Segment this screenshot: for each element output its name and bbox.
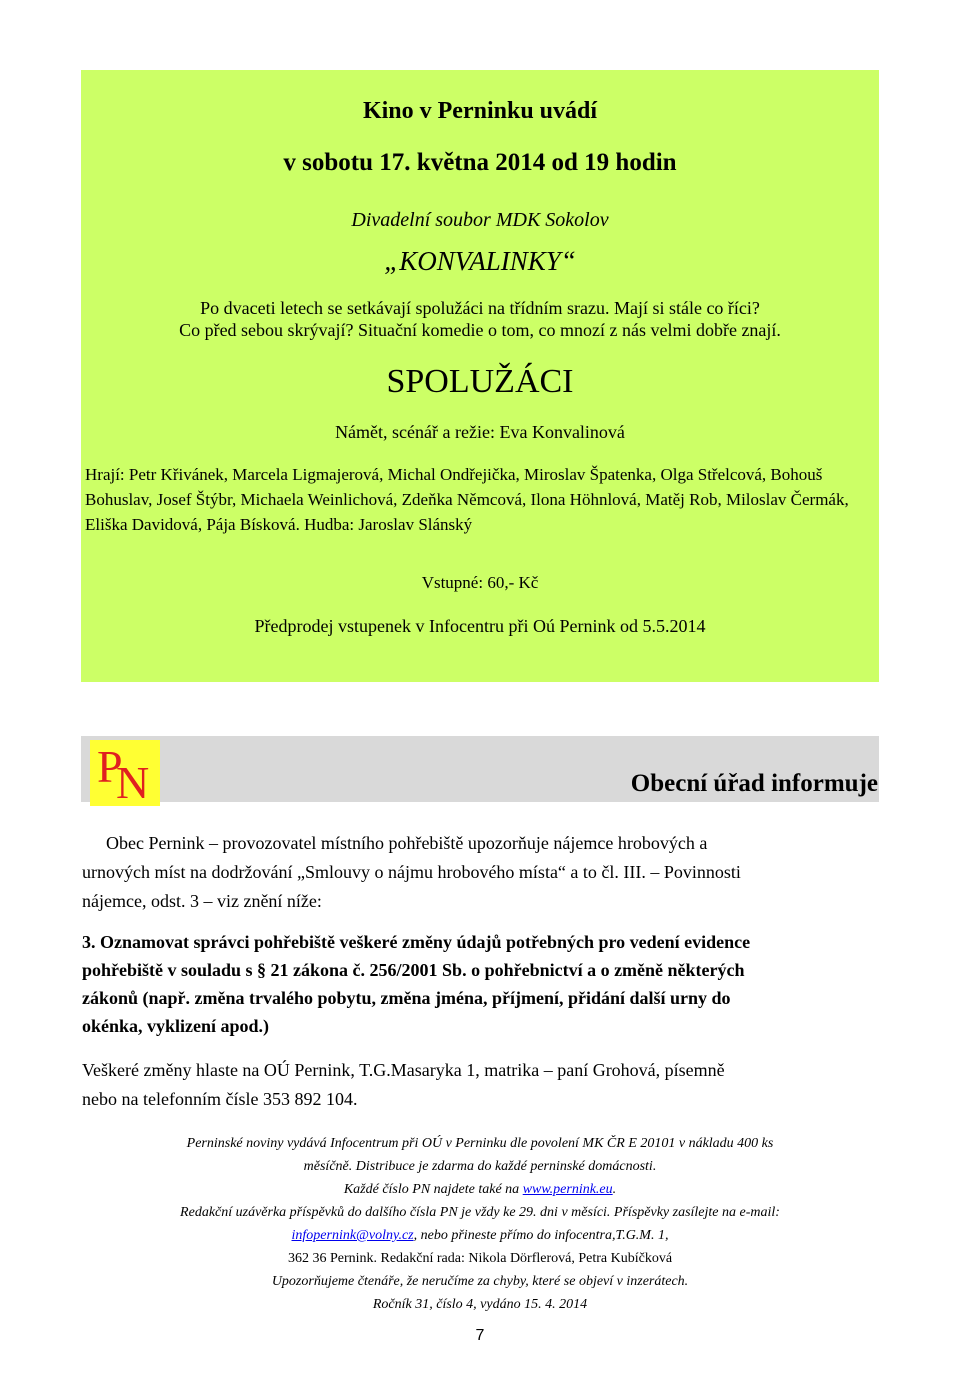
rule-line: pohřebiště v souladu s § 21 zákona č. 256/2001 Sb. o pohřebnictví a o změně některých [82,960,745,980]
poster-description-2: Co před sebou skrývají? Situační komedie o tom, co mnozí z nás velmi dobře znají. [179,320,781,340]
poster-description-1: Po dvaceti letech se setkávají spolužáci na třídním srazu. Mají si stále co říci? [200,298,760,318]
poster-date: v sobotu 17. května 2014 od 19 hodin [283,149,677,176]
rule-line: zákonů (např. změna trvalého pobytu, změna jména, příjmení, přidání další urny do [82,988,731,1008]
newsletter-footer [81,1132,879,1316]
section-title: Obecní úřad informuje [630,770,878,797]
footer-line: Upozorňujeme čtenáře, že neručíme za chyby, které se objeví v inzerátech. [271,1274,689,1289]
footer-text: . [612,1182,617,1197]
footer-line: Ročník 31, číslo 4, vydáno 15. 4. 2014 [372,1297,588,1312]
notice-line: Obec Pernink – provozovatel místního pohřebiště upozorňuje nájemce hrobových a [106,833,708,853]
contract-rule [82,928,882,1040]
poster-author: Námět, scénář a režie: Eva Konvalinová [335,422,625,442]
footer-line [81,1178,879,1201]
event-poster [81,70,879,682]
contact-line: Veškeré změny hlaste na OÚ Pernink, T.G.Masaryka 1, matrika – paní Grohová, písemně [82,1060,725,1080]
poster-troupe: Divadelní soubor MDK Sokolov [351,209,609,231]
contact-info [82,1056,882,1114]
poster-play-title: „KONVALINKY“ [384,246,576,276]
website-link[interactable]: www.pernink.eu [522,1182,613,1197]
rule-line: okénka, vyklizení apod.) [82,1016,270,1036]
poster-show-name: SPOLUŽÁCI [386,363,574,400]
page-number: 7 [475,1327,485,1344]
footer-line: měsíčně. Distribuce je zdarma do každé perninské domácnosti. [303,1159,657,1174]
logo-letter-n: N [116,757,150,806]
poster-entry-fee: Vstupné: 60,- Kč [421,573,539,592]
email-link[interactable]: infopernink@volny.cz [291,1228,414,1243]
pernink-logo [90,740,160,806]
poster-title: Kino v Perninku uvádí [362,98,598,124]
footer-line: Perninské noviny vydává Infocentrum při OÚ v Perninku dle povolení MK ČR E 20101 v nákladu 400 ks [186,1136,774,1151]
notice-line: nájemce, odst. 3 – viz znění níže: [82,891,322,911]
rule-line: 3. Oznamovat správci pohřebiště veškeré změny údajů potřebných pro vedení evidence [82,932,751,952]
footer-line: Redakční uzávěrka příspěvků do dalšího čísla PN je vždy ke 29. dni v měsíci. Příspěvky zasílejte na e-mail: [180,1205,780,1220]
cemetery-notice [82,829,882,916]
footer-text: Každé číslo PN najdete také na [343,1182,523,1197]
logo-letter-p: P [97,741,123,792]
contact-line: nebo na telefonním čísle 353 892 104. [82,1089,358,1109]
poster-cast: Hrají: Petr Křivánek, Marcela Ligmajerová, Michal Ondřejička, Miroslav Špatenka, Olga Střelcová, Bohouš Bohuslav, Josef Štýbr, Michaela Weinlichová, Zdeňka Němcová, Ilona Höhnlová, Matěj Rob, Miloslav Čermák, Eliška Davidová, Pája Bísková. Hudba: Jaroslav Slánský [85,465,849,534]
footer-text: , nebo přineste přímo do infocentra,T.G.M. 1, [413,1228,669,1243]
footer-line: 362 36 Pernink. Redakční rada: Nikola Dörflerová, Petra Kubíčková [287,1251,673,1266]
poster-presale: Předprodej vstupenek v Infocentru při Oú Pernink od 5.5.2014 [254,616,706,636]
footer-line [81,1224,879,1247]
notice-line: urnových míst na dodržování „Smlouvy o nájmu hrobového místa“ a to čl. III. – Povinnosti [82,862,741,882]
